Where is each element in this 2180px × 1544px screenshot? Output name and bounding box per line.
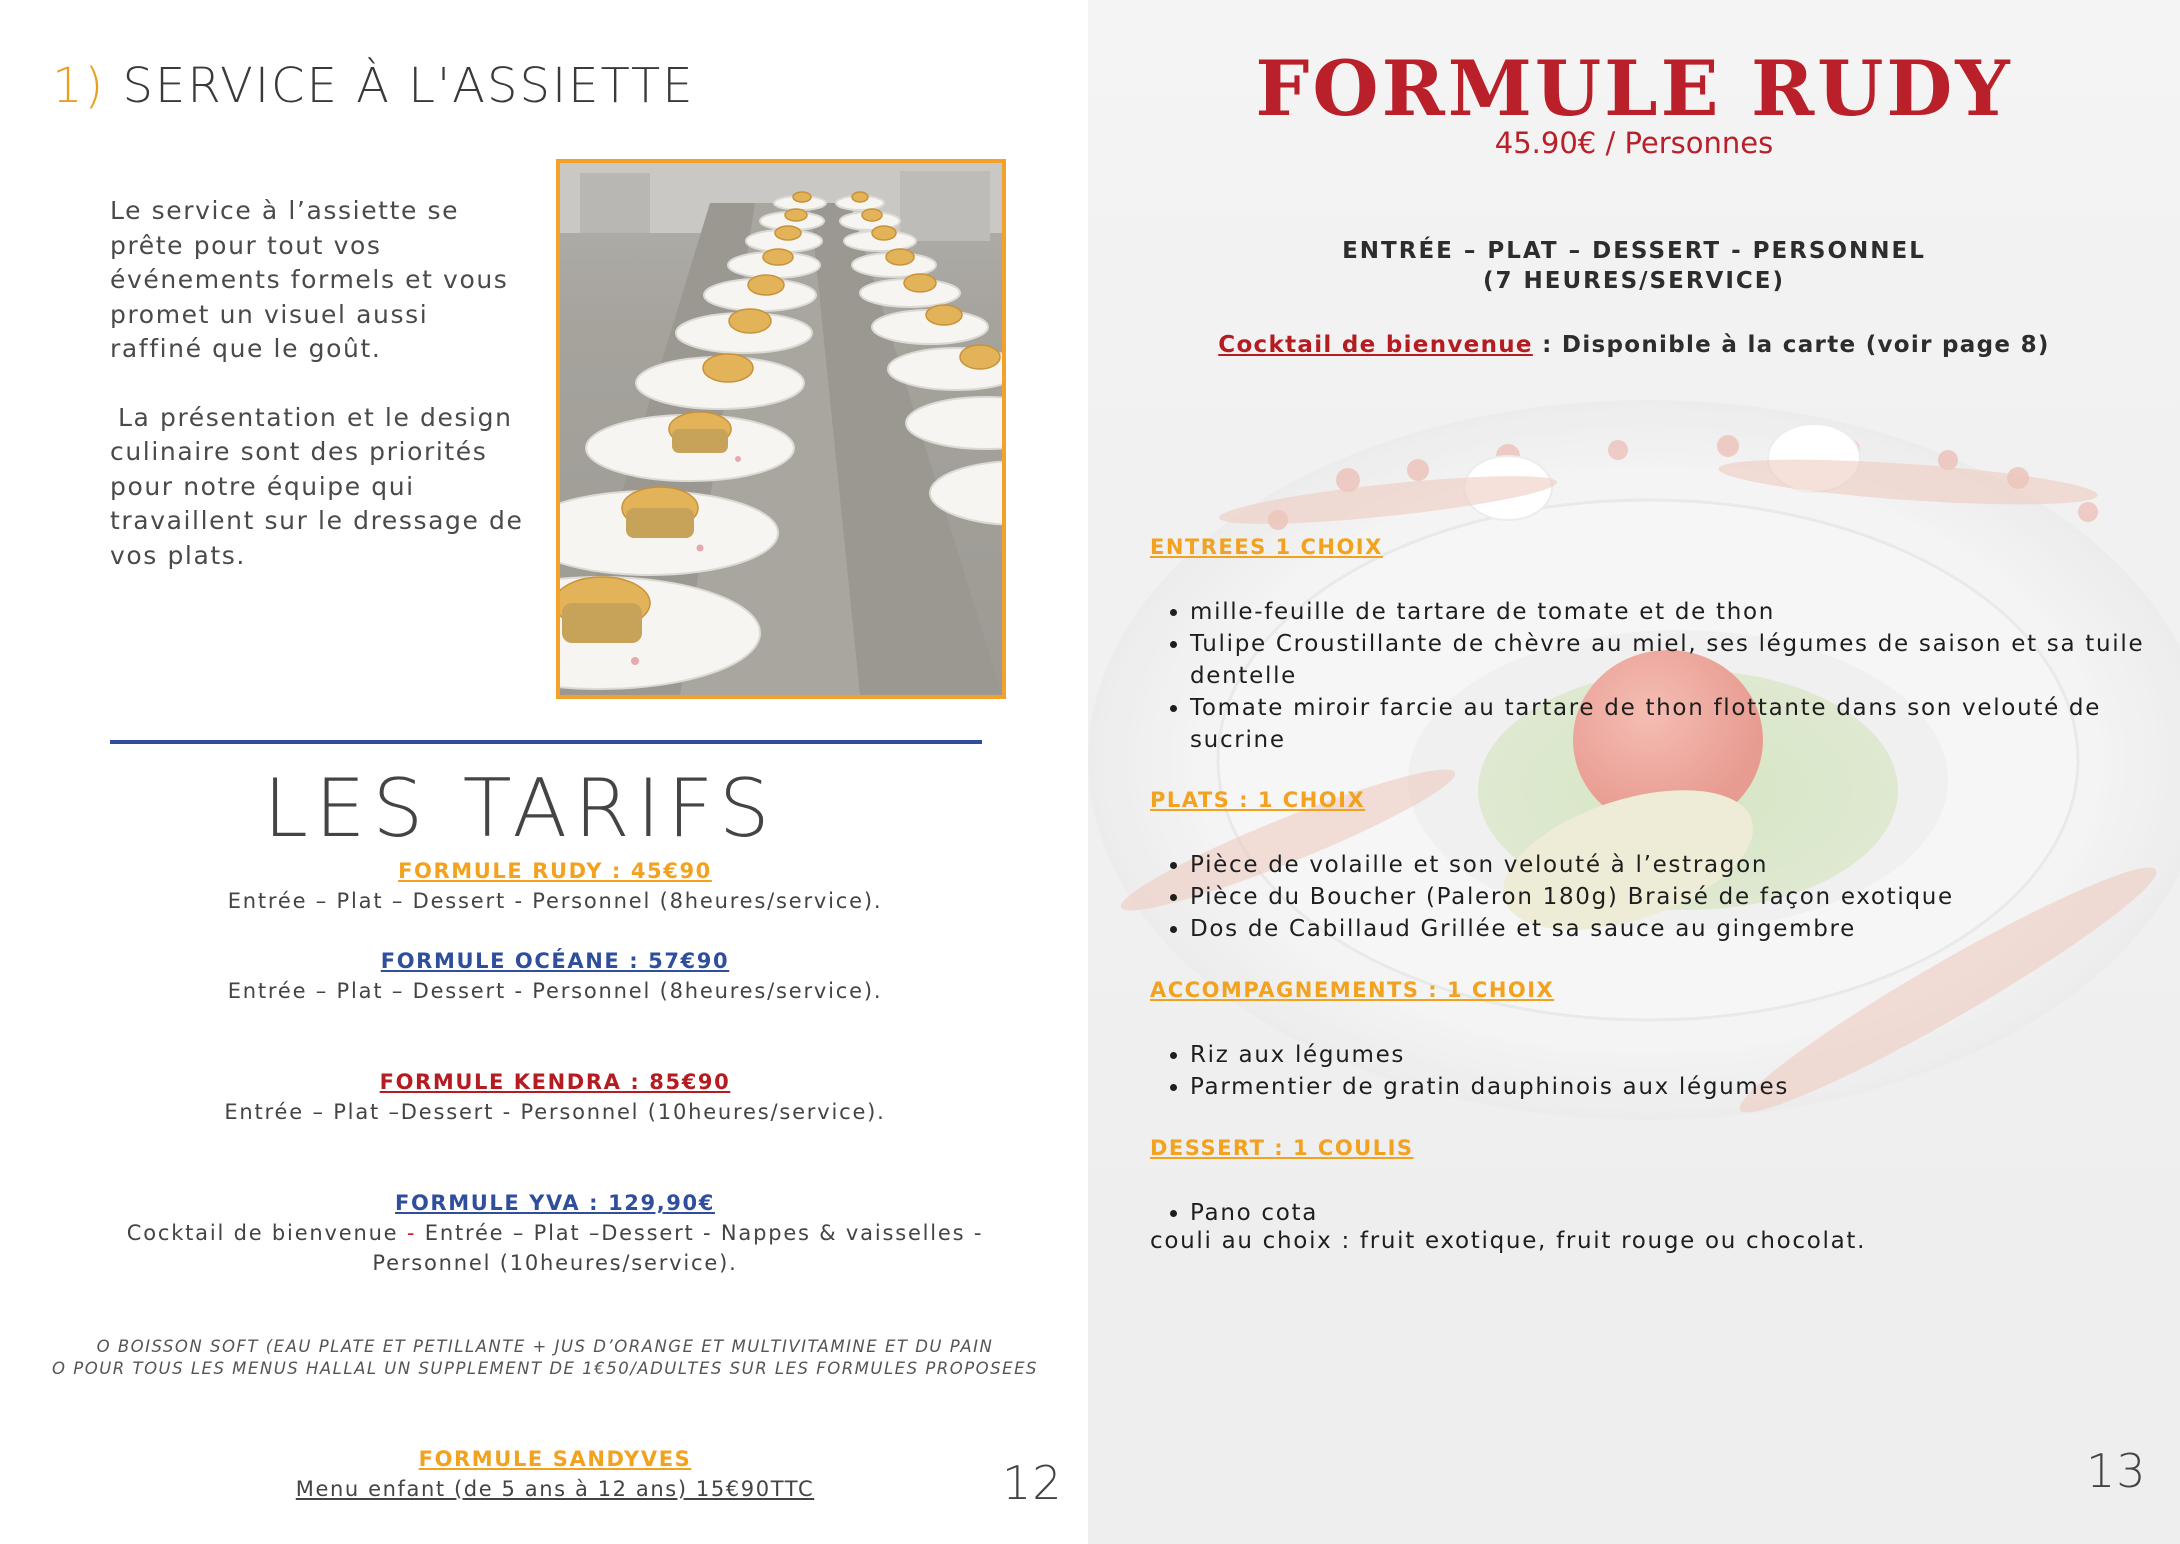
tariff-desc-dash: - <box>406 1221 417 1245</box>
entrees-list <box>1150 596 2180 756</box>
page-number: 13 <box>2086 1444 2147 1498</box>
tariff-name: FORMULE OCÉANE : 57€90 <box>380 949 730 973</box>
tariff-desc: Entrée – Plat – Dessert - Personnel (8heures/service). <box>227 979 883 1003</box>
list-item: • Pano cota <box>1190 1197 2180 1229</box>
note-line: O BOISSON SOFT (EAU PLATE ET PETILLANTE + JUS D’ORANGE ET MULTIVITAMINE ET DU PAIN <box>96 1337 994 1356</box>
tariff-desc-part: Entrée – Plat –Dessert - Nappes & vaisselles - <box>424 1221 984 1245</box>
tariff-desc <box>30 1218 1080 1248</box>
list-item: • Riz aux légumes <box>1190 1039 2180 1071</box>
divider-rule <box>110 740 982 744</box>
list-item: • Parmentier de gratin dauphinois aux légumes <box>1190 1071 2180 1103</box>
list-item: • Dos de Cabillaud Grillée et sa sauce au gingembre <box>1190 913 2180 945</box>
left-page <box>0 0 1088 1544</box>
tariff-desc-part: Cocktail de bienvenue <box>126 1221 399 1245</box>
intro-paragraph-2: La présentation et le design culinaire sont des priorités pour notre équipe qui travaillent sur le dressage de vos plats. <box>110 402 524 570</box>
section-title-text: SERVICE À L'ASSIETTE <box>122 58 695 114</box>
tariff-desc: Entrée – Plat – Dessert - Personnel (8heures/service). <box>227 889 883 913</box>
right-page <box>1088 0 2180 1544</box>
entrees-heading: ENTREES 1 CHOIX <box>1150 535 1383 559</box>
sandyves-desc: Menu enfant (de 5 ans à 12 ans) 15€90TTC <box>295 1477 815 1501</box>
intro-text <box>110 194 530 607</box>
dessert-heading: DESSERT : 1 COULIS <box>1150 1136 1414 1160</box>
note-line: O POUR TOUS LES MENUS HALLAL UN SUPPLEMENT DE 1€50/ADULTES SUR LES FORMULES PROPOSEES <box>52 1359 1038 1378</box>
cocktail-text: : Disponible à la carte (voir page 8) <box>1532 332 2050 358</box>
list-item: • Tomate miroir farcie au tartare de thon flottante dans son velouté de sucrine <box>1190 692 2180 756</box>
course-line-2: (7 HEURES/SERVICE) <box>1483 268 1785 294</box>
list-item: • Pièce du Boucher (Paleron 180g) Braisé de façon exotique <box>1190 881 2180 913</box>
plats-heading: PLATS : 1 CHOIX <box>1150 788 1366 812</box>
tariff-name: FORMULE YVA : 129,90€ <box>395 1191 715 1215</box>
tariff-name: FORMULE RUDY : 45€90 <box>398 859 712 883</box>
section-number: 1) <box>52 58 106 114</box>
list-item: • mille-feuille de tartare de tomate et de thon <box>1190 596 2180 628</box>
page-number: 12 <box>1002 1456 1063 1510</box>
price: 45.90€ / Personnes <box>1494 126 1774 160</box>
coulis-note: couli au choix : fruit exotique, fruit rouge ou chocolat. <box>1150 1228 1867 1254</box>
course-line-1: ENTRÉE – PLAT – DESSERT - PERSONNEL <box>1342 238 1926 264</box>
formule-title: FORMULE RUDY <box>1255 44 2013 133</box>
tariff-name: FORMULE KENDRA : 85€90 <box>379 1070 731 1094</box>
section-title <box>52 58 695 114</box>
tariff-kendra <box>30 1067 1080 1127</box>
list-item: • Tulipe Croustillante de chèvre au miel, ses légumes de saison et sa tuile dentelle <box>1190 628 2180 692</box>
tarifs-title: LES TARIFS <box>263 762 777 855</box>
sandyves-name: FORMULE SANDYVES <box>418 1447 692 1471</box>
cocktail-link[interactable]: Cocktail de bienvenue <box>1218 332 1533 358</box>
dessert-list <box>1150 1197 2180 1229</box>
accompagnements-heading: ACCOMPAGNEMENTS : 1 CHOIX <box>1150 978 1555 1002</box>
tariff-rudy <box>30 856 1080 916</box>
dish-background-image <box>1088 0 2180 1544</box>
plates-illustration <box>560 163 1002 695</box>
notes <box>20 1336 1070 1380</box>
tariff-sandyves <box>30 1444 1080 1504</box>
accompagnements-list <box>1150 1039 2180 1103</box>
cocktail-line <box>1088 332 2180 358</box>
tariff-yva <box>30 1188 1080 1278</box>
plated-dishes-photo <box>556 159 1006 699</box>
list-item: • Pièce de volaille et son velouté à l’estragon <box>1190 849 2180 881</box>
intro-paragraph-1: Le service à l’assiette se prête pour tout vos événements formels et vous promet un visuel aussi raffiné que le goût. <box>110 196 509 363</box>
tariff-desc-line2: Personnel (10heures/service). <box>372 1251 738 1275</box>
tariff-desc: Entrée – Plat –Dessert - Personnel (10heures/service). <box>224 1100 886 1124</box>
plats-list <box>1150 849 2180 945</box>
tariff-oceane <box>30 946 1080 1006</box>
